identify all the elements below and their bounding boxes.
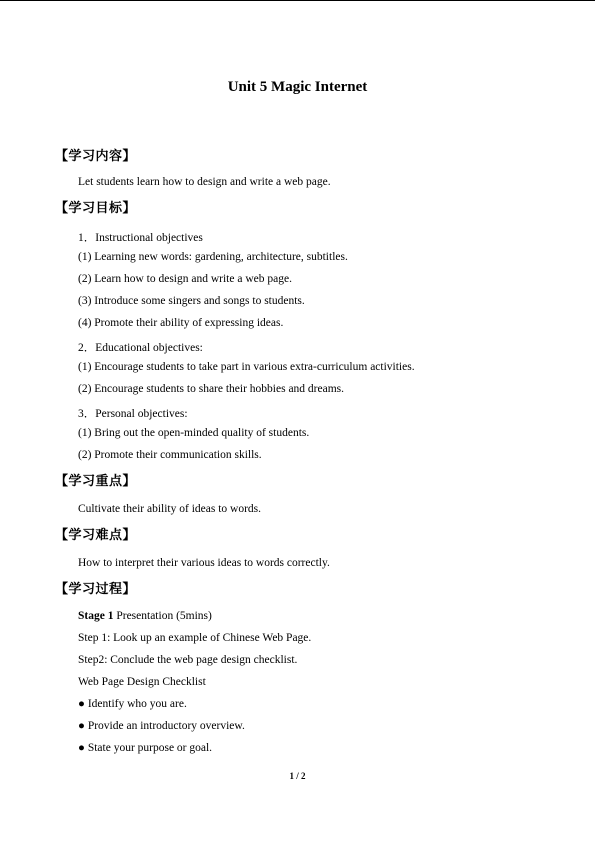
heading-learning-content: 【学习内容】 [55, 149, 137, 164]
objective-line: (2) Promote their communication skills. [78, 449, 262, 461]
page-number: 1 / 2 [289, 771, 306, 781]
document-title: Unit 5 Magic Internet [227, 79, 368, 95]
objective-line: (2) Learn how to design and write a web page. [78, 273, 292, 285]
objective-line: 2．Educational objectives: [78, 342, 203, 354]
heading-learning-process: 【学习过程】 [55, 582, 137, 597]
top-border-line [0, 0, 595, 1]
key-point-line: Cultivate their ability of ideas to words. [78, 503, 262, 515]
objective-line: (2) Encourage students to share their hobbies and dreams. [78, 383, 345, 395]
heading-learning-objectives: 【学习目标】 [55, 201, 137, 216]
stage-line [78, 610, 212, 622]
objective-line: (4) Promote their ability of expressing ideas. [78, 317, 284, 329]
objective-line: 3．Personal objectives: [78, 408, 188, 420]
objective-line: (3) Introduce some singers and songs to students. [78, 295, 305, 307]
difficulty-line: How to interpret their various ideas to words correctly. [78, 557, 330, 569]
checklist-item: ● State your purpose or goal. [78, 742, 213, 754]
process-line: Step2: Conclude the web page design checklist. [78, 654, 298, 666]
objective-line: (1) Encourage students to take part in various extra-curriculum activities. [78, 361, 415, 373]
stage-label: Stage 1 [78, 610, 114, 622]
checklist-item: ● Identify who you are. [78, 698, 187, 710]
heading-difficulties: 【学习难点】 [55, 528, 137, 543]
objective-line: (1) Learning new words: gardening, architecture, subtitles. [78, 251, 348, 263]
process-line: Step 1: Look up an example of Chinese Web Page. [78, 632, 312, 644]
checklist-title: Web Page Design Checklist [78, 676, 206, 688]
checklist-item: ● Provide an introductory overview. [78, 720, 245, 732]
heading-key-points: 【学习重点】 [55, 474, 137, 489]
stage-text: Presentation (5mins) [113, 610, 212, 622]
objective-line: 1．Instructional objectives [78, 232, 203, 244]
content-line: Let students learn how to design and write a web page. [78, 176, 331, 188]
objective-line: (1) Bring out the open-minded quality of students. [78, 427, 310, 439]
